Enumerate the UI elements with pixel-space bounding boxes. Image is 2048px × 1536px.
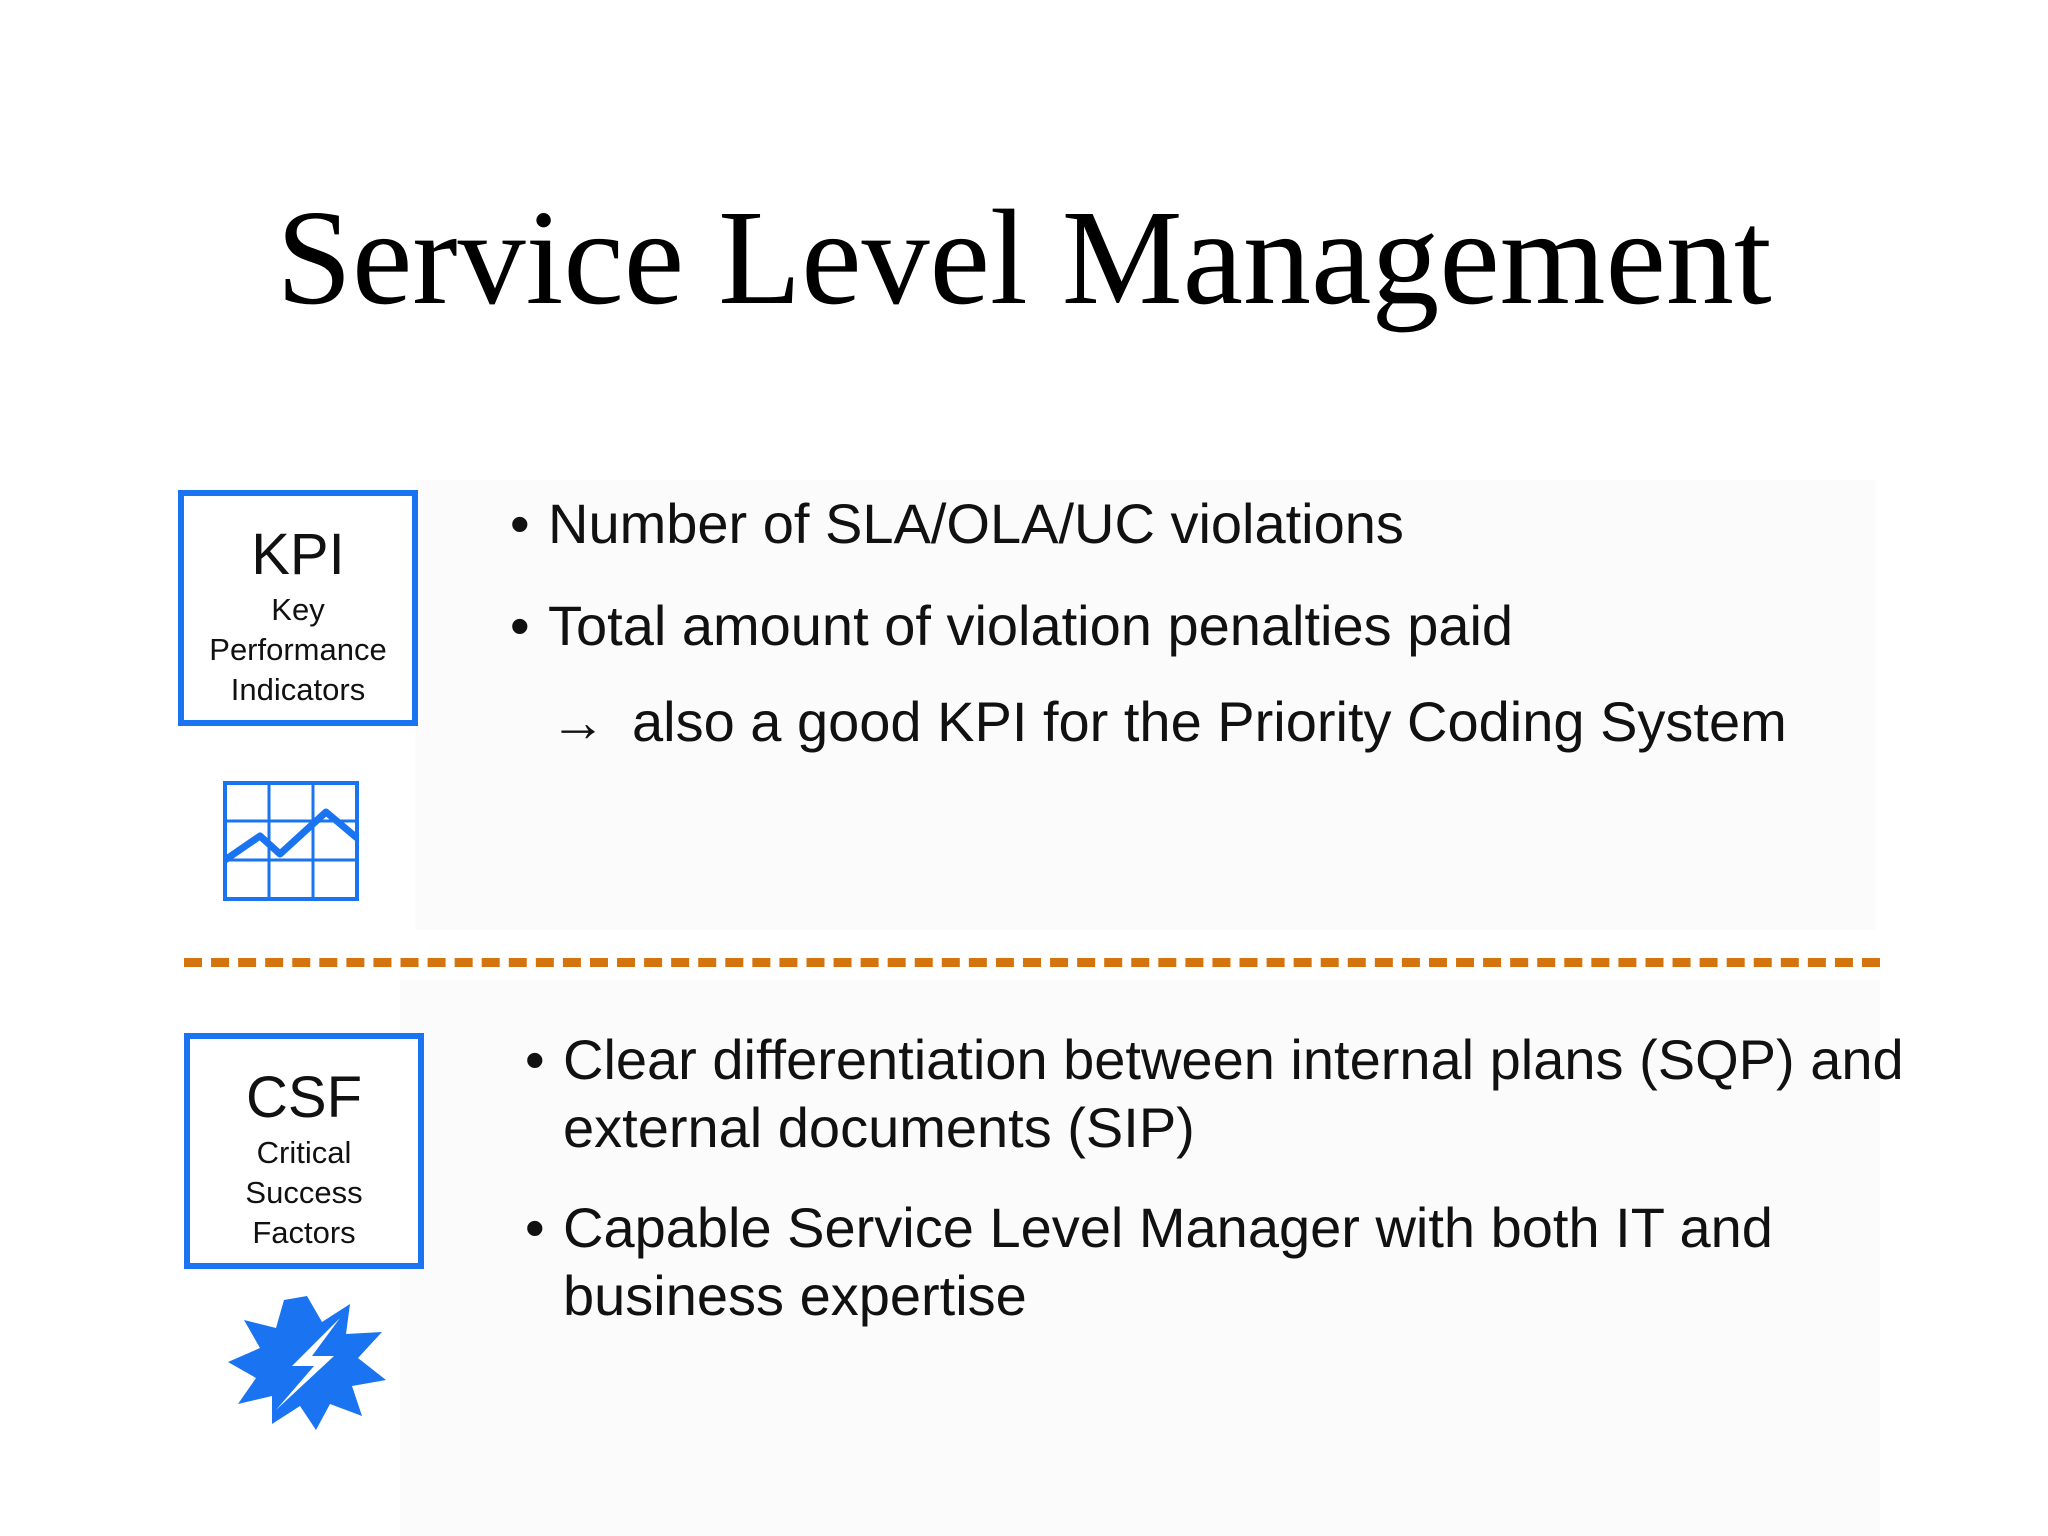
kpi-label-box (178, 490, 418, 726)
csf-full-line: Critical (256, 1135, 352, 1170)
csf-full-name (190, 1133, 418, 1253)
csf-full-line: Factors (252, 1215, 356, 1250)
csf-abbrev: CSF (246, 1065, 362, 1130)
kpi-abbrev: KPI (251, 522, 345, 587)
kpi-full-line: Key (271, 592, 325, 627)
kpi-sub-note-text: also a good KPI for the Priority Coding System (632, 690, 1787, 753)
csf-bullet-list (525, 1026, 1905, 1362)
kpi-sub-note (510, 688, 1890, 756)
kpi-full-line: Indicators (230, 672, 366, 707)
slide-title: Service Level Management (276, 183, 1772, 333)
csf-full-line: Success (245, 1175, 363, 1210)
kpi-bullet: • Number of SLA/OLA/UC violations (510, 490, 1890, 558)
dashed-divider (184, 958, 1880, 967)
csf-bullet: • Clear differentiation between internal plans (SQP) and external documents (SIP) (525, 1026, 1905, 1162)
kpi-bullet-list (510, 490, 1890, 756)
csf-bullet: • Capable Service Level Manager with both IT and business expertise (525, 1194, 1905, 1330)
kpi-full-name (184, 590, 412, 710)
kpi-full-line: Performance (209, 632, 387, 667)
kpi-bullet: • Total amount of violation penalties paid (510, 592, 1890, 660)
line-chart-icon (222, 780, 360, 902)
lightning-burst-icon (222, 1292, 392, 1432)
right-arrow-icon: → (550, 690, 606, 753)
csf-label-box (184, 1033, 424, 1269)
